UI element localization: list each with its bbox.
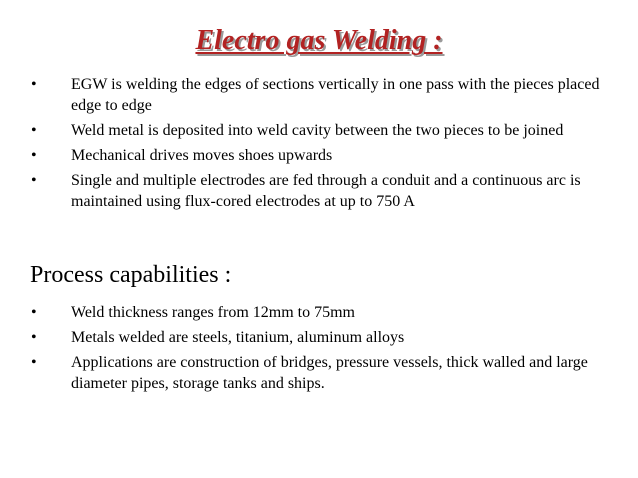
- bullet-icon: •: [31, 329, 37, 346]
- list-item: [30, 302, 610, 323]
- bullet-icon: •: [31, 76, 37, 93]
- egw-bullet-list: [30, 74, 610, 216]
- capabilities-bullet-list: [30, 302, 610, 398]
- bullet-text: Mechanical drives moves shoes upwards: [71, 147, 333, 164]
- list-item: [30, 352, 610, 394]
- bullet-icon: •: [31, 147, 37, 164]
- bullet-text: Single and multiple electrodes are fed through a conduit and a continuous arc is maintained using flux-cored electrodes at up to 750 A: [71, 172, 581, 210]
- bullet-icon: •: [31, 172, 37, 189]
- bullet-icon: •: [31, 304, 37, 321]
- bullet-text: Weld metal is deposited into weld cavity between the two pieces to be joined: [71, 122, 564, 139]
- list-item: [30, 170, 610, 212]
- list-item: [30, 120, 610, 141]
- list-item: [30, 74, 610, 116]
- bullet-text: Metals welded are steels, titanium, aluminum alloys: [71, 329, 405, 346]
- bullet-text: Applications are construction of bridges, pressure vessels, thick walled and large diameter pipes, storage tanks and ships.: [71, 354, 588, 392]
- bullet-text: Weld thickness ranges from 12mm to 75mm: [71, 304, 355, 321]
- bullet-icon: •: [31, 122, 37, 139]
- process-capabilities-heading: Process capabilities :: [30, 262, 232, 288]
- bullet-icon: •: [31, 354, 37, 371]
- list-item: [30, 327, 610, 348]
- bullet-text: EGW is welding the edges of sections vertically in one pass with the pieces placed edge to edge: [71, 76, 600, 114]
- list-item: [30, 145, 610, 166]
- slide-title: Electro gas Welding :: [195, 25, 443, 56]
